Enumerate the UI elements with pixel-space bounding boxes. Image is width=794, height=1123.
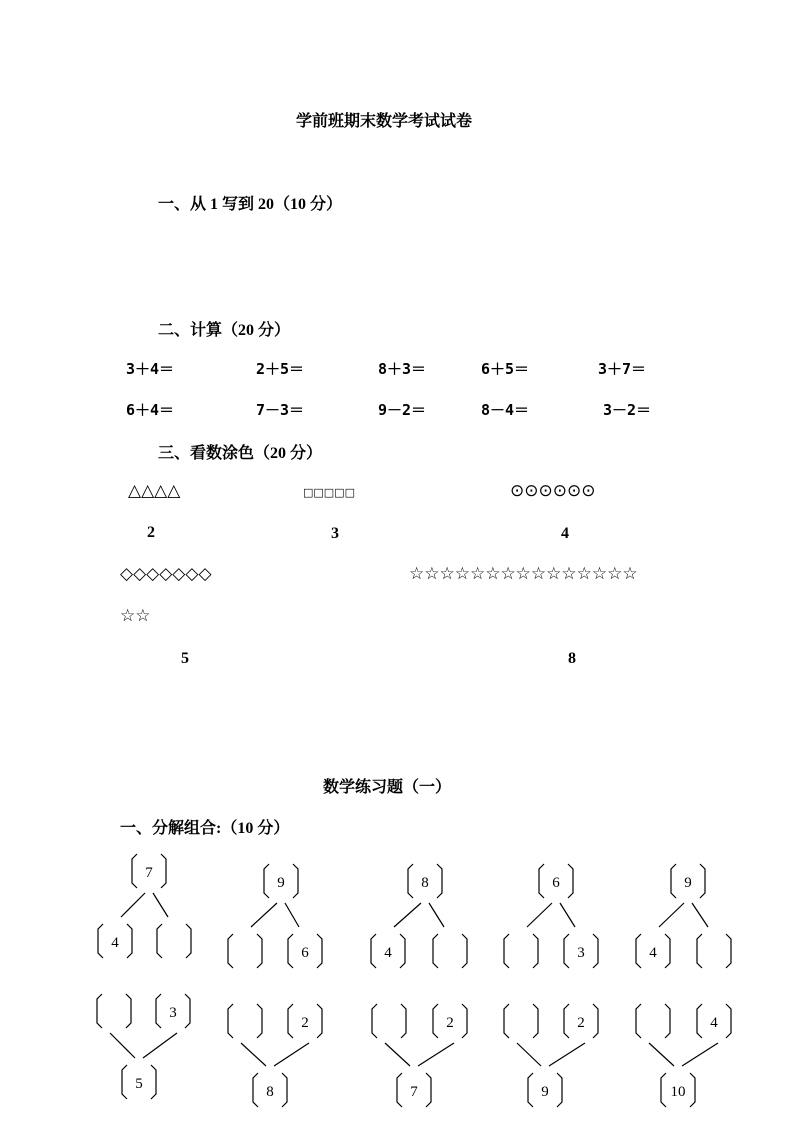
bond-number: 3 bbox=[169, 1005, 177, 1021]
bracket-right bbox=[186, 924, 191, 958]
bracket-right bbox=[568, 864, 573, 898]
calc-problem: 3－2＝ bbox=[603, 401, 652, 419]
bracket-left bbox=[697, 934, 702, 968]
bond-line bbox=[274, 1043, 309, 1066]
bond-number: 4 bbox=[384, 945, 392, 961]
bracket-right bbox=[257, 1004, 262, 1038]
color-count: 5 bbox=[181, 650, 189, 667]
bond-line bbox=[549, 1043, 585, 1066]
calc-problem: 8－4＝ bbox=[481, 401, 530, 419]
bracket-right bbox=[557, 1073, 562, 1107]
section-color-by-number: 三、看数涂色（20 分） bbox=[158, 445, 323, 462]
bond-number: 2 bbox=[301, 1015, 309, 1031]
bracket-left bbox=[433, 1004, 438, 1038]
bond-number: 6 bbox=[301, 945, 309, 961]
bond-line bbox=[517, 1043, 541, 1066]
bracket-left bbox=[122, 1065, 127, 1099]
bond-number: 6 bbox=[552, 875, 560, 891]
bracket-right bbox=[257, 934, 262, 968]
bracket-left bbox=[228, 934, 233, 968]
calc-problem: 2＋5＝ bbox=[256, 360, 305, 378]
bracket-left bbox=[636, 934, 641, 968]
bracket-right bbox=[400, 934, 405, 968]
bracket-right bbox=[161, 854, 166, 888]
bond-line bbox=[143, 1033, 177, 1058]
bracket-right bbox=[462, 934, 467, 968]
bracket-left bbox=[371, 934, 376, 968]
bond-number: 7 bbox=[145, 865, 153, 881]
bracket-left bbox=[504, 934, 509, 968]
bracket-right bbox=[593, 1004, 598, 1038]
bracket-left bbox=[288, 934, 293, 968]
bond-line bbox=[285, 903, 299, 927]
bracket-right bbox=[401, 1004, 406, 1038]
bond-number: 10 bbox=[670, 1084, 686, 1100]
star-shapes-continued: ☆☆ bbox=[120, 606, 151, 626]
bond-number: 4 bbox=[710, 1015, 718, 1031]
bracket-right bbox=[533, 934, 538, 968]
bracket-right bbox=[593, 934, 598, 968]
bracket-left bbox=[264, 864, 269, 898]
bracket-left bbox=[661, 1073, 666, 1107]
diamond-shapes: ◇◇◇◇◇◇◇ bbox=[120, 564, 212, 584]
bracket-right bbox=[690, 1073, 695, 1107]
bracket-left bbox=[504, 1004, 509, 1038]
bond-number: 9 bbox=[277, 875, 285, 891]
bond-line bbox=[153, 893, 168, 917]
star-shapes: ☆☆☆☆☆☆☆☆☆☆☆☆☆☆☆ bbox=[409, 564, 638, 584]
bracket-left bbox=[528, 1073, 533, 1107]
bracket-right bbox=[126, 994, 131, 1028]
bond-line bbox=[418, 1043, 454, 1066]
bracket-left bbox=[539, 864, 544, 898]
bracket-left bbox=[433, 934, 438, 968]
bond-number: 4 bbox=[649, 945, 657, 961]
bracket-left bbox=[408, 864, 413, 898]
bond-number: 8 bbox=[421, 875, 429, 891]
bond-number: 2 bbox=[577, 1015, 585, 1031]
circle-shapes: ⊙⊙⊙⊙⊙⊙ bbox=[510, 481, 596, 501]
exam-title: 学前班期末数学考试试卷 bbox=[296, 113, 473, 130]
section-calculation: 二、计算（20 分） bbox=[158, 322, 291, 339]
bracket-left bbox=[397, 1073, 402, 1107]
bracket-left bbox=[228, 1004, 233, 1038]
bond-line bbox=[251, 903, 277, 927]
bond-number: 2 bbox=[446, 1015, 454, 1031]
section-write-numbers: 一、从 1 写到 20（10 分） bbox=[158, 196, 343, 213]
bracket-right bbox=[282, 1073, 287, 1107]
section-decompose-combine: 一、分解组合:（10 分） bbox=[120, 820, 290, 837]
bond-line bbox=[527, 903, 552, 927]
bond-line bbox=[385, 1043, 410, 1066]
practice-title: 数学练习题（一） bbox=[323, 779, 452, 796]
bracket-right bbox=[533, 1004, 538, 1038]
color-count: 8 bbox=[568, 650, 576, 667]
bracket-left bbox=[97, 994, 102, 1028]
bond-line bbox=[649, 1043, 674, 1066]
bracket-left bbox=[132, 854, 137, 888]
color-count: 4 bbox=[561, 525, 569, 542]
bracket-left bbox=[697, 1004, 702, 1038]
bond-line bbox=[692, 903, 708, 927]
bracket-left bbox=[372, 1004, 377, 1038]
triangle-shapes: △△△△ bbox=[128, 481, 181, 501]
bond-line bbox=[241, 1043, 266, 1066]
bond-number: 8 bbox=[266, 1084, 274, 1100]
bracket-left bbox=[157, 924, 162, 958]
bracket-right bbox=[665, 1004, 670, 1038]
bond-number: 5 bbox=[135, 1076, 143, 1092]
bracket-right bbox=[151, 1065, 156, 1099]
bond-number: 3 bbox=[577, 945, 585, 961]
bracket-left bbox=[98, 924, 103, 958]
bracket-left bbox=[564, 1004, 569, 1038]
bond-line bbox=[110, 1033, 135, 1058]
calc-problem: 7－3＝ bbox=[256, 401, 305, 419]
calc-problem: 6＋4＝ bbox=[126, 401, 175, 419]
bracket-right bbox=[426, 1073, 431, 1107]
bracket-right bbox=[726, 934, 731, 968]
bracket-left bbox=[564, 934, 569, 968]
bracket-right bbox=[317, 1004, 322, 1038]
bond-line bbox=[560, 903, 575, 927]
bracket-left bbox=[636, 1004, 641, 1038]
bracket-right bbox=[437, 864, 442, 898]
bond-number: 9 bbox=[684, 875, 692, 891]
bracket-right bbox=[462, 1004, 467, 1038]
calc-problem: 3＋7＝ bbox=[598, 360, 647, 378]
bond-line bbox=[394, 903, 421, 927]
bond-number: 9 bbox=[541, 1084, 549, 1100]
color-count: 2 bbox=[147, 524, 155, 541]
bond-line bbox=[429, 903, 444, 927]
calc-problem: 9－2＝ bbox=[378, 401, 427, 419]
bond-line bbox=[682, 1043, 718, 1066]
bracket-right bbox=[185, 994, 190, 1028]
bracket-left bbox=[288, 1004, 293, 1038]
bracket-left bbox=[253, 1073, 258, 1107]
bracket-right bbox=[127, 924, 132, 958]
bracket-right bbox=[726, 1004, 731, 1038]
square-shapes: □□□□□ bbox=[303, 486, 355, 499]
bond-number: 7 bbox=[410, 1084, 418, 1100]
bracket-left bbox=[671, 864, 676, 898]
bond-line bbox=[121, 893, 145, 917]
bracket-right bbox=[317, 934, 322, 968]
color-count: 3 bbox=[331, 525, 339, 542]
calc-problem: 8＋3＝ bbox=[378, 360, 427, 378]
bond-number: 4 bbox=[111, 935, 119, 951]
bracket-right bbox=[700, 864, 705, 898]
bracket-right bbox=[293, 864, 298, 898]
bond-line bbox=[659, 903, 684, 927]
calc-problem: 3＋4＝ bbox=[126, 360, 175, 378]
calc-problem: 6＋5＝ bbox=[481, 360, 530, 378]
bracket-right bbox=[665, 934, 670, 968]
bracket-left bbox=[156, 994, 161, 1028]
